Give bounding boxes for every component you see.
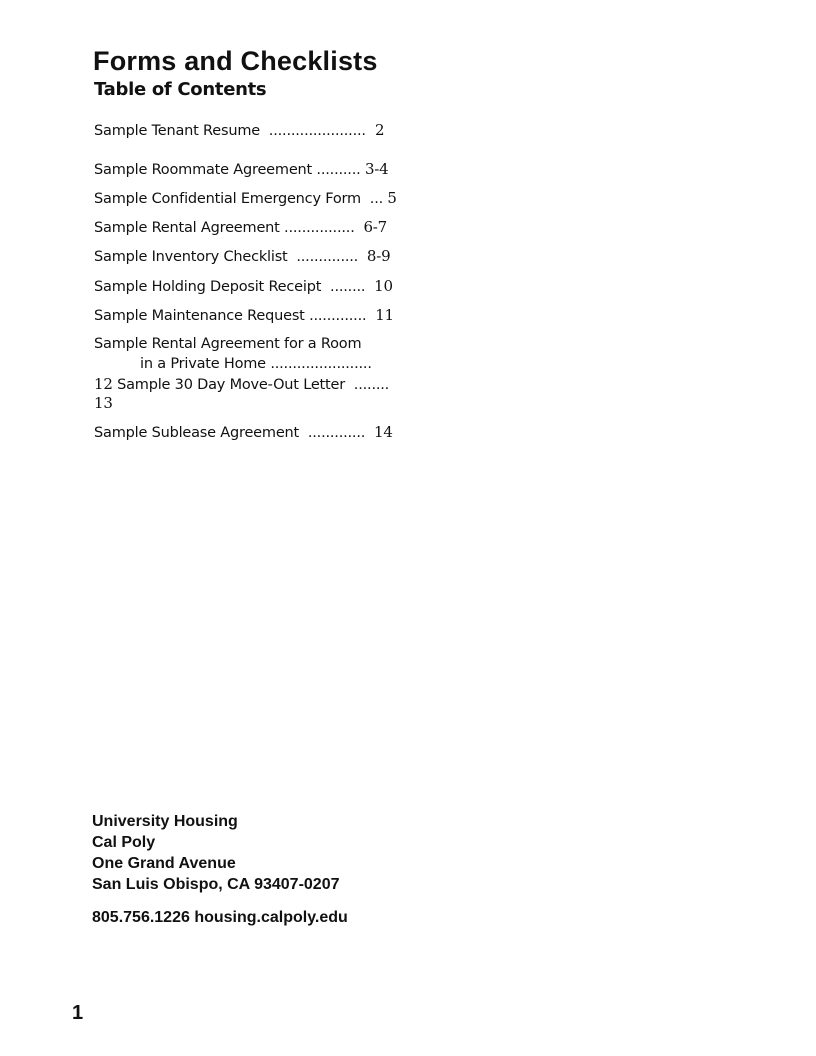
city-state-zip: San Luis Obispo, CA 93407-0207 bbox=[92, 876, 340, 893]
page-number: 1 bbox=[72, 1002, 84, 1024]
toc-entry-label: Sample Holding Deposit Receipt ........ bbox=[94, 279, 375, 295]
toc-entry-inventory-checklist bbox=[94, 246, 390, 267]
toc-entry-page: 8-9 bbox=[366, 247, 391, 265]
toc-entry-page: 2 bbox=[365, 121, 385, 139]
toc-entry-page: 14 bbox=[373, 423, 393, 441]
toc-entry-rental-agreement-room bbox=[94, 334, 361, 354]
toc-entry-label: Sample Sublease Agreement ............. bbox=[94, 425, 374, 441]
toc-entry-move-out-letter bbox=[94, 374, 389, 395]
toc-entry-sublease-agreement bbox=[94, 422, 393, 443]
toc-entry-label: Sample Tenant Resume ...................... bbox=[94, 123, 366, 139]
toc-entry-page: 13 bbox=[94, 394, 113, 412]
document-title: Forms and Checklists bbox=[93, 46, 378, 76]
toc-entry-page-continued bbox=[94, 393, 113, 414]
toc-entry-rental-agreement bbox=[94, 217, 387, 238]
toc-entry-page: 11 bbox=[375, 306, 394, 324]
toc-entry-private-home bbox=[94, 354, 372, 374]
toc-entry-holding-deposit-receipt bbox=[94, 276, 393, 297]
toc-entry-page: 3-4 bbox=[364, 160, 389, 178]
toc-entry-page: 12 bbox=[94, 375, 113, 393]
institution-name: Cal Poly bbox=[92, 834, 156, 851]
toc-entry-tenant-resume bbox=[94, 120, 384, 141]
toc-entry-label: Sample Confidential Emergency Form ... bbox=[94, 191, 388, 207]
toc-entry-roommate-agreement bbox=[94, 159, 389, 180]
contact-info: 805.756.1226 housing.calpoly.edu bbox=[92, 909, 348, 926]
toc-entry-page: 5 bbox=[387, 189, 397, 207]
toc-entry-page: 6-7 bbox=[363, 218, 387, 236]
toc-entry-label: Sample Rental Agreement for a Room bbox=[94, 336, 362, 352]
toc-entry-page: 10 bbox=[374, 277, 393, 295]
toc-entry-label: Sample Rental Agreement ................ bbox=[94, 220, 364, 236]
toc-entry-maintenance-request bbox=[94, 305, 394, 326]
toc-entry-label: Sample Maintenance Request ............. bbox=[94, 308, 376, 324]
toc-entry-label: Sample Inventory Checklist .............. bbox=[94, 249, 367, 265]
toc-entry-confidential-emergency-form bbox=[94, 188, 397, 209]
street-address: One Grand Avenue bbox=[92, 855, 236, 872]
organization-name: University Housing bbox=[92, 813, 238, 830]
table-of-contents-heading: Table of Contents bbox=[94, 79, 267, 100]
toc-entry-label: Sample 30 Day Move-Out Letter ........ bbox=[112, 377, 390, 393]
toc-entry-label: in a Private Home ....................... bbox=[140, 356, 372, 372]
toc-entry-label: Sample Roommate Agreement .......... bbox=[94, 162, 365, 178]
